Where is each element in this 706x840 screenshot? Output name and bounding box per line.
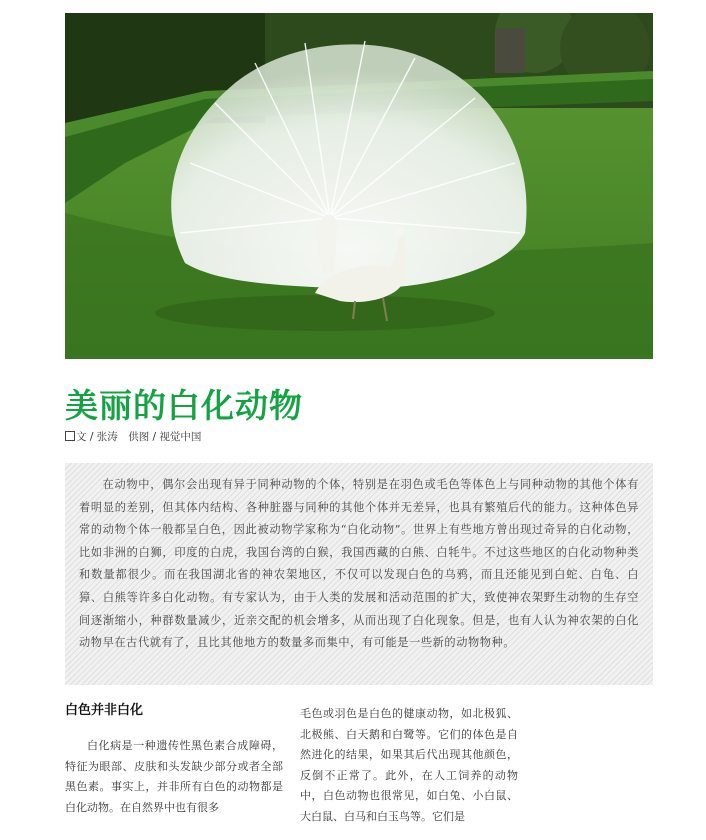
intro-paragraph: 在动物中，偶尔会出现有异于同种动物的个体，特别是在羽色或毛色等体色上与同种动物的其他个体有着明显的差别，但其体内结构、各种脏器与同种的其他个体并无差异，也具有繁殖后代的能力。这种体色异常的动物个体一般都呈白色，因此被动物学家称为“白化动物”。世界上有些地方曾出现过奇异的白化动物，比如非洲的白狮，印度的白虎，我国台湾的白猴，我国西藏的白熊、白牦牛。不过这些地区的白化动物种类和数量都很少。而在我国湖北省的神农架地区，不仅可以发现白色的乌鸦，而且还能见到白蛇、白龟、白獐、白熊等许多白化动物。有专家认为，由于人类的发展和活动范围的扩大，致使神农架野生动物的生存空间逐渐缩小，种群数量减少，近亲交配的机会增多，从而出现了白化现象。但是，也有人认为神农架的白化动物早在古代就有了，且比其他地方的数量多而集中，有可能是一些新的动物物种。 xyxy=(79,478,639,650)
byline xyxy=(65,429,201,445)
square-icon xyxy=(65,431,75,441)
column-right-text: 毛色或羽色是白色的健康动物，如北极狐、北极熊、白天鹅和白鹭等。它们的体色是自然进化的结果，如果其后代出现其他颜色，反倒不正常了。此外，在人工饲养的动物中，白色动物也很常见，如白兔、小白鼠、大白鼠、白马和白玉鸟等。它们是 xyxy=(300,707,518,823)
column-left xyxy=(65,700,283,818)
white-peacock-photo xyxy=(65,13,653,359)
section-heading: 白色并非白化 xyxy=(65,703,144,718)
article-title: 美丽的白化动物 xyxy=(65,386,303,425)
byline-text: 文 / 张涛 供图 / 视觉中国 xyxy=(76,431,202,443)
column-right xyxy=(300,704,518,828)
intro-box xyxy=(65,463,653,685)
column-left-text: 白化病是一种遗传性黑色素合成障碍，特征为眼部、皮肤和头发缺少部分或者全部黑色素。事实上，并非所有白色的动物都是白化动物。在自然界中也有很多 xyxy=(65,739,283,814)
white-peacock-illustration xyxy=(65,13,653,359)
